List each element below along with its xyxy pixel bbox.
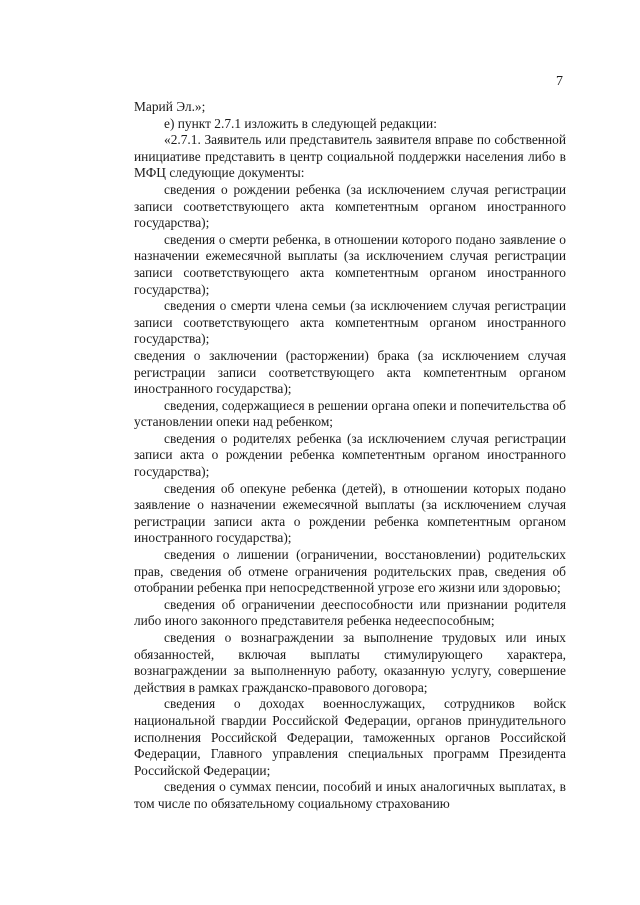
- paragraph: сведения о суммах пенсии, пособий и иных аналогичных выплатах, в том числе по обязательному социальному страхованию: [134, 779, 566, 811]
- paragraph: сведения о родителях ребенка (за исключением случая регистрации записи акта о рождении ребенка компетентным органом иностранного государства);: [134, 430, 566, 480]
- paragraph: сведения о вознаграждении за выполнение трудовых или иных обязанностей, включая выплаты стимулирующего характера, вознаграждении за выполненную работу, оказанную услугу, совершение действия в рамках гражданско-правового договора;: [134, 630, 566, 695]
- paragraph: сведения о рождении ребенка (за исключением случая регистрации записи соответствующего акта компетентным органом иностранного государства);: [134, 181, 566, 231]
- paragraph: сведения о доходах военнослужащих, сотрудников войск национальной гвардии Российской Федерации, органов принудительного исполнения Российской Федерации, таможенных органов Российской Федерации, Главного управления специальных программ Президента Российской Федерации;: [134, 696, 566, 778]
- paragraph: «2.7.1. Заявитель или представитель заявителя вправе по собственной инициативе представить в центр социальной поддержки населения либо в МФЦ следующие документы:: [134, 132, 566, 181]
- paragraph: сведения о смерти члена семьи (за исключением случая регистрации записи соответствующего акта компетентным органом иностранного государства);: [134, 298, 566, 347]
- paragraph: сведения об опекуне ребенка (детей), в отношении которых подано заявление о назначении ежемесячной выплаты (за исключением случая регистрации записи акта о рождении ребенка компетентным органом иностранного государства);: [134, 480, 566, 546]
- paragraph: сведения о лишении (ограничении, восстановлении) родительских прав, сведения об отмене ограничения родительских прав, сведения об отобрании ребенка при непосредственной угрозе его жизни или здоровью;: [134, 547, 566, 596]
- paragraph: Марий Эл.»;: [134, 99, 206, 114]
- document-body: [134, 99, 566, 813]
- page-number: 7: [556, 74, 563, 89]
- paragraph: сведения об ограничении дееспособности или признании родителя либо иного законного представителя ребенка недееспособным;: [134, 596, 566, 629]
- paragraph: сведения, содержащиеся в решении органа опеки и попечительства об установлении опеки над ребенком;: [134, 397, 566, 430]
- paragraph: е) пункт 2.7.1 изложить в следующей редакции:: [164, 115, 437, 131]
- paragraph: сведения о заключении (расторжении) брака (за исключением случая регистрации записи соответствующего акта компетентным органом иностранного государства);: [134, 347, 566, 397]
- paragraph: сведения о смерти ребенка, в отношении которого подано заявление о назначении ежемесячной выплаты (за исключением случая регистрации записи соответствующего акта компетентным органом иностранного государства);: [134, 231, 566, 297]
